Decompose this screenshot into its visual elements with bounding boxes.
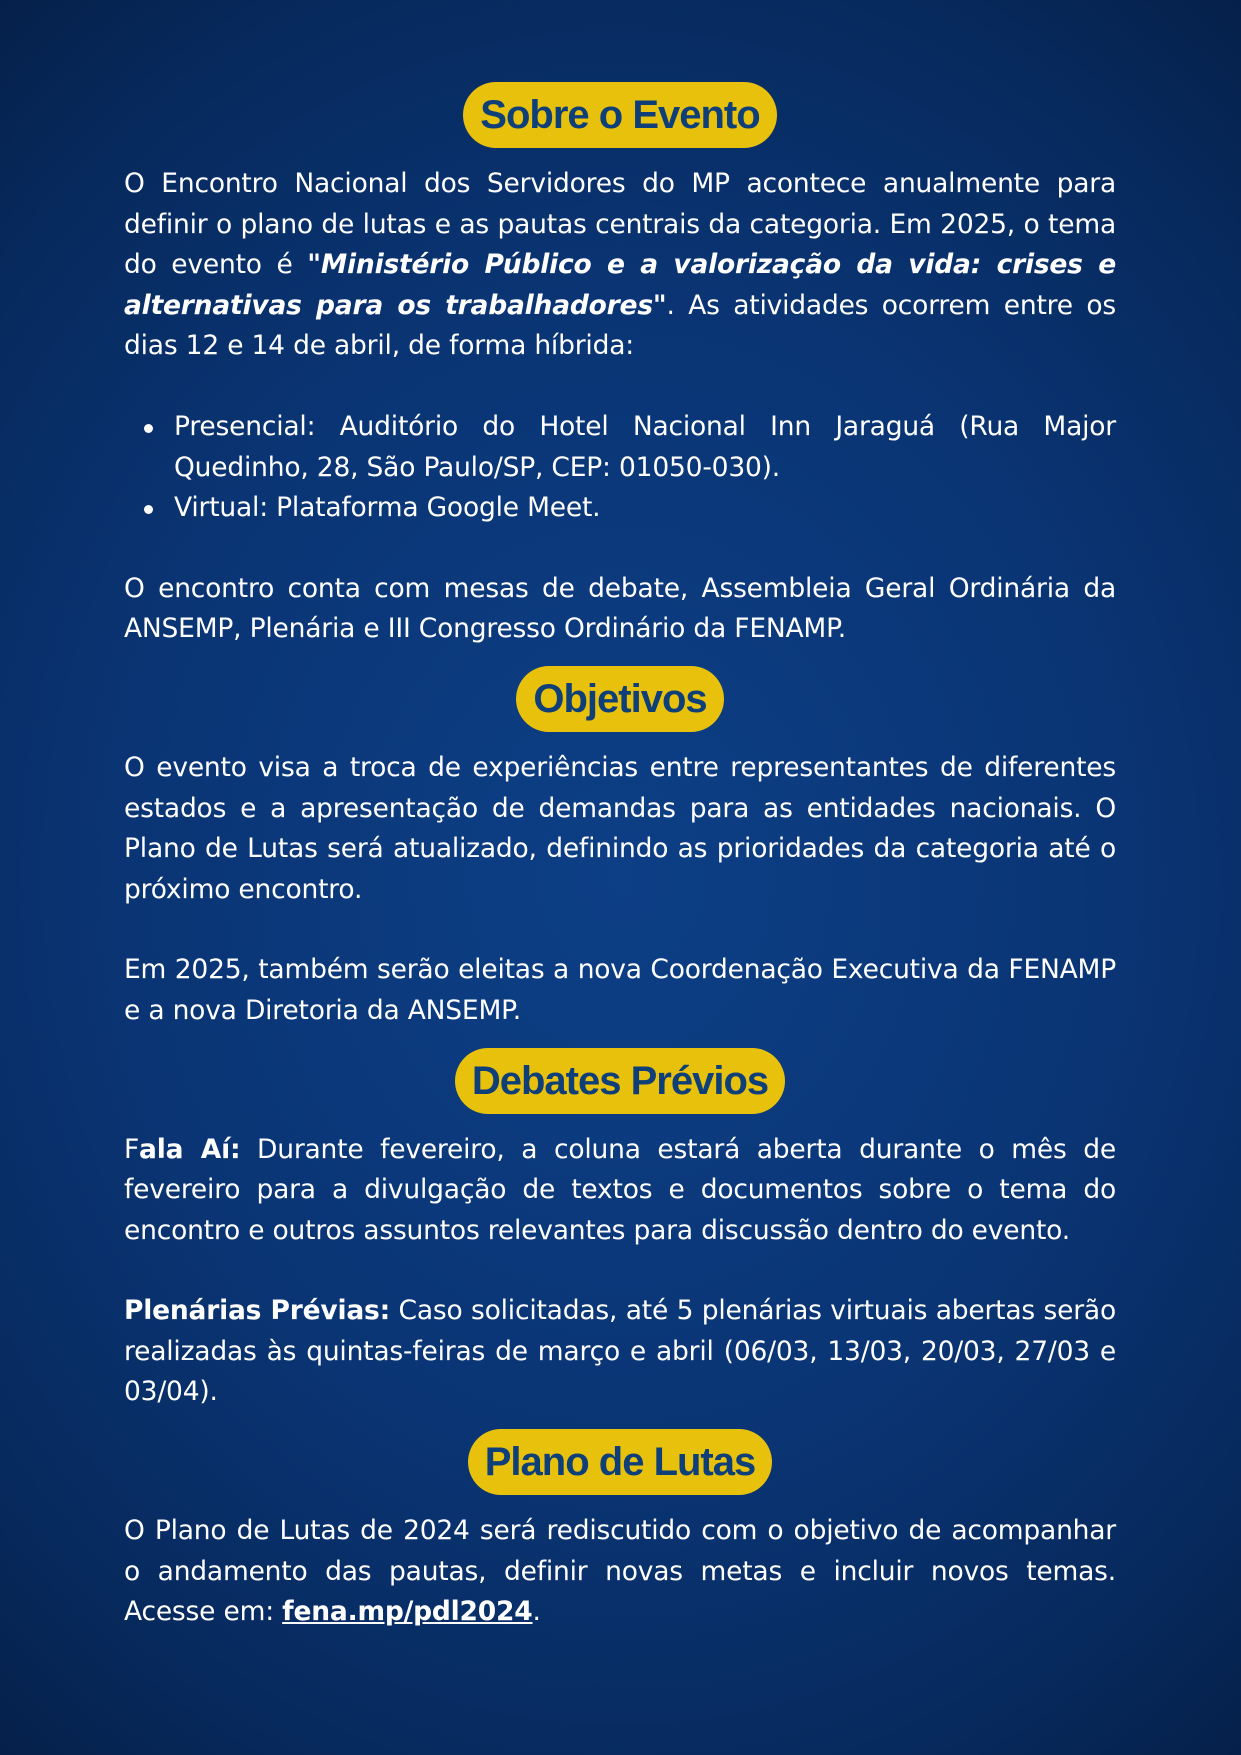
section-header-objetivos bbox=[124, 666, 1116, 732]
list-item-virtual: Virtual: Plataforma Google Meet. bbox=[124, 488, 1116, 529]
section-header-plano bbox=[124, 1429, 1116, 1495]
sobre-paragraph-1 bbox=[124, 164, 1116, 367]
section-title-debates: Debates Prévios bbox=[455, 1048, 785, 1114]
list-item-presencial: Presencial: Auditório do Hotel Nacional Inn Jaraguá (Rua Major Quedinho, 28, São Paulo/SP, CEP: 01050-030). bbox=[124, 407, 1116, 488]
fala-ai-text: Durante fevereiro, a coluna estará aberta durante o mês de fevereiro para a divulgação de textos e documentos sobre o tema do encontro e outros assuntos relevantes para discussão dentro do evento. bbox=[124, 1133, 1116, 1246]
format-list bbox=[124, 407, 1116, 529]
plenarias-lead: Plenárias Prévias: bbox=[124, 1295, 391, 1327]
content bbox=[124, 82, 1116, 1633]
objetivos-paragraph-1: O evento visa a troca de experiências entre representantes de diferentes estados e a apresentação de demandas para as entidades nacionais. O Plano de Lutas será atualizado, definindo as prioridades da categoria até o próximo encontro. bbox=[124, 751, 1116, 905]
section-title-sobre: Sobre o Evento bbox=[463, 82, 776, 148]
sobre-intro-text: O Encontro Nacional dos Servidores do MP acontece anualmente para definir o plano de lutas e as pautas centrais da categoria. Em 2025, o tema do evento é bbox=[124, 168, 1116, 281]
plenarias-paragraph bbox=[124, 1291, 1116, 1413]
section-title-objetivos: Objetivos bbox=[516, 666, 723, 732]
sobre-dates-text: . As atividades ocorrem entre os dias 12 e 14 de abril, de forma híbrida: bbox=[124, 289, 1116, 362]
section-header-sobre bbox=[124, 82, 1116, 148]
plano-tail: . bbox=[532, 1596, 541, 1628]
plano-paragraph bbox=[124, 1511, 1116, 1633]
section-title-plano: Plano de Lutas bbox=[468, 1429, 773, 1495]
plano-text: O Plano de Lutas de 2024 será rediscutido com o objetivo de acompanhar o andamento das pautas, definir novas metas e incluir novos temas. Acesse em: bbox=[124, 1515, 1116, 1628]
section-header-debates bbox=[124, 1048, 1116, 1114]
sobre-paragraph-2: O encontro conta com mesas de debate, Assembleia Geral Ordinária da ANSEMP, Plenária e III Congresso Ordinário da FENAMP. bbox=[124, 572, 1116, 645]
plenarias-text: Caso solicitadas, até 5 plenárias virtuais abertas serão realizadas às quintas-feiras de março e abril (06/03, 13/03, 20/03, 27/03 e 03/04). bbox=[124, 1295, 1116, 1408]
fala-ai-lead-initial: F bbox=[124, 1133, 140, 1165]
fala-ai-lead: ala Aí: bbox=[139, 1133, 241, 1165]
fala-ai-paragraph bbox=[124, 1130, 1116, 1252]
plano-link[interactable]: fena.mp/pdl2024 bbox=[282, 1596, 533, 1628]
objetivos-paragraph-2: Em 2025, também serão eleitas a nova Coordenação Executiva da FENAMP e a nova Diretoria da ANSEMP. bbox=[124, 954, 1116, 1026]
event-theme: "Ministério Público e a valorização da vida: crises e alternativas para os trabalhadores" bbox=[124, 249, 1116, 321]
